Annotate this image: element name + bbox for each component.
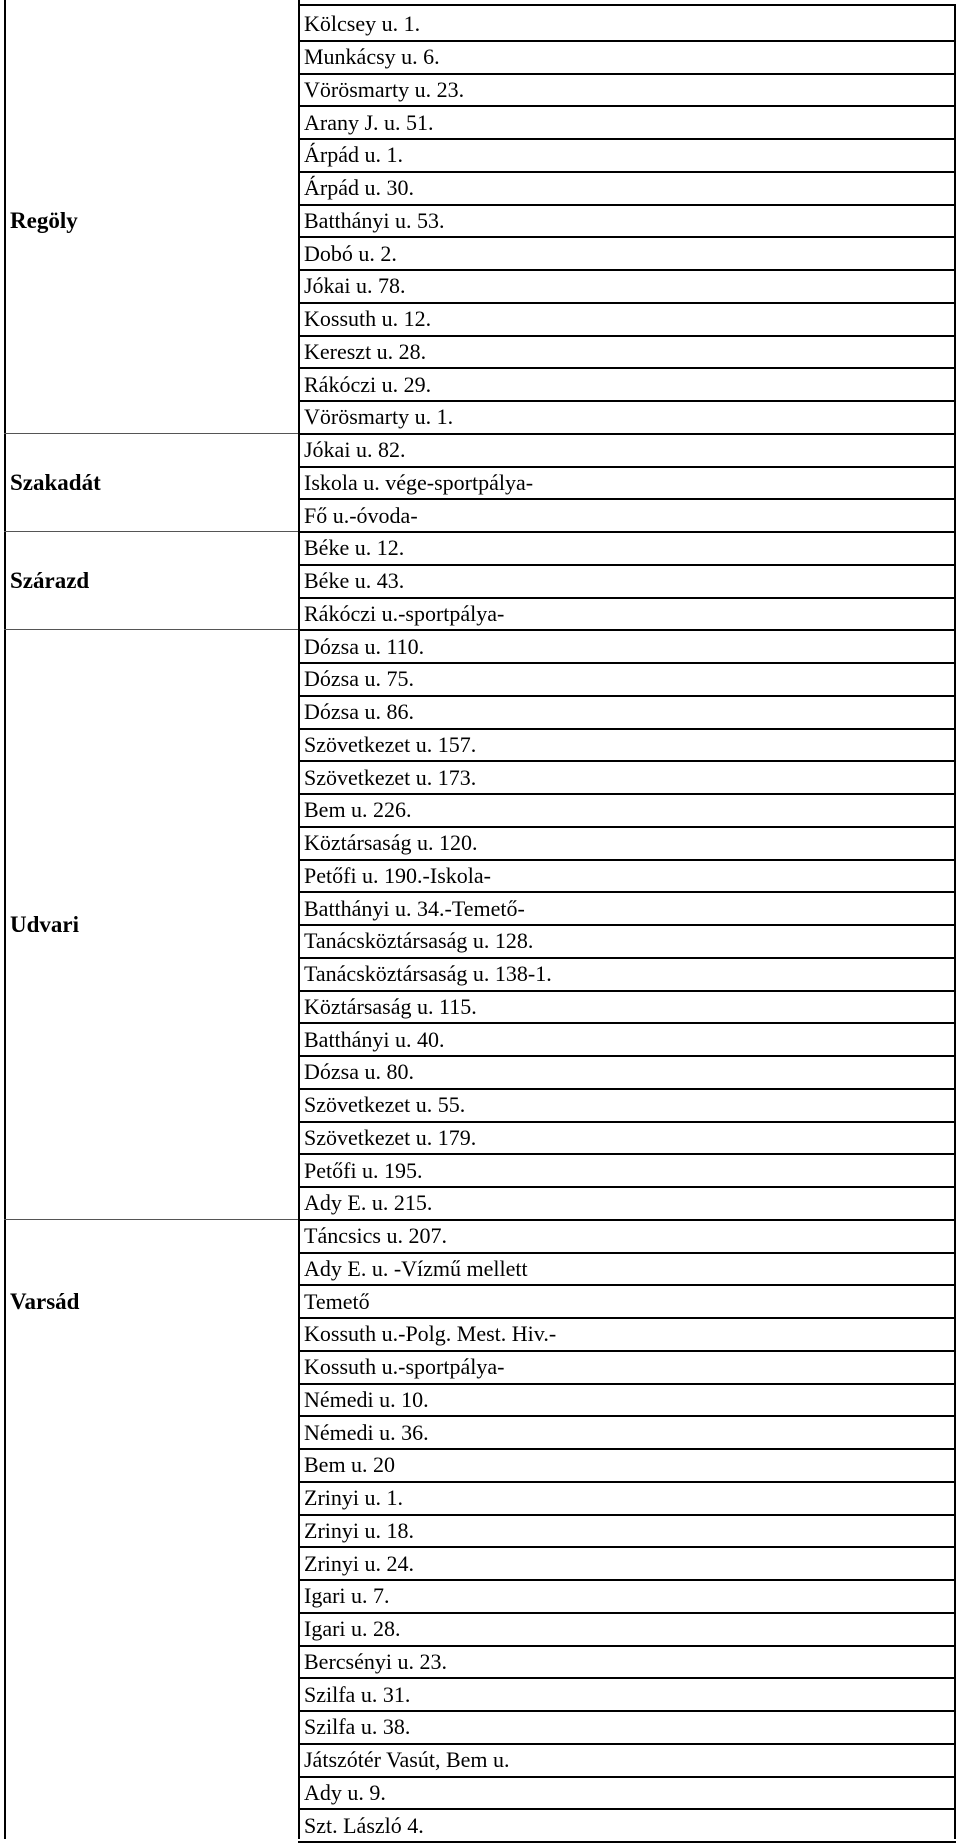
address-cell: Ady E. u. -Vízmű mellett — [304, 1255, 528, 1281]
address-cell: Szövetkezet u. 55. — [304, 1092, 466, 1118]
address-cell: Táncsics u. 207. — [304, 1223, 447, 1249]
address-cell: Kereszt u. 28. — [304, 338, 427, 364]
address-cell: Szövetkezet u. 157. — [304, 731, 477, 757]
row-divider — [298, 1514, 956, 1516]
address-cell: Zrinyi u. 24. — [304, 1550, 414, 1576]
address-cell: Köztársaság u. 120. — [304, 830, 478, 856]
group-divider — [4, 629, 298, 630]
address-cell: Zrinyi u. 18. — [304, 1517, 414, 1543]
address-cell: Árpád u. 1. — [304, 142, 403, 168]
row-divider — [298, 367, 956, 369]
row-divider — [298, 1808, 956, 1810]
address-cell: Zrinyi u. 1. — [304, 1485, 403, 1511]
row-divider — [298, 662, 956, 664]
settlement-name: Regöly — [10, 207, 78, 233]
row-divider — [298, 728, 956, 730]
row-divider — [298, 1252, 956, 1254]
address-cell: Arany J. u. 51. — [304, 109, 434, 135]
address-cell: Kossuth u.-Polg. Mest. Hiv.- — [304, 1321, 557, 1347]
address-cell: Dózsa u. 75. — [304, 666, 414, 692]
settlement-name: Udvari — [10, 912, 79, 937]
address-cell: Szt. László 4. — [304, 1812, 424, 1838]
row-divider — [298, 1350, 956, 1352]
address-cell: Dózsa u. 110. — [304, 633, 425, 659]
address-cell: Batthányi u. 40. — [304, 1026, 445, 1052]
row-divider — [298, 990, 956, 992]
address-cell: Munkácsy u. 6. — [304, 44, 440, 70]
row-divider — [298, 957, 956, 959]
address-cell: Dózsa u. 80. — [304, 1059, 414, 1085]
address-cell: Temető — [304, 1288, 370, 1314]
address-cell: Bem u. 226. — [304, 797, 412, 823]
row-divider — [298, 138, 956, 140]
settlement-name: Szárazd — [10, 568, 90, 594]
row-divider — [298, 891, 956, 893]
row-divider — [298, 1022, 956, 1024]
address-cell: Vörösmarty u. 1. — [304, 404, 454, 430]
row-divider — [298, 400, 956, 402]
row-divider — [298, 564, 956, 566]
address-cell: Kossuth u.-sportpálya- — [304, 1354, 505, 1380]
row-divider — [298, 1677, 956, 1679]
row-divider — [298, 1284, 956, 1286]
address-cell: Béke u. 12. — [304, 535, 405, 561]
row-divider — [298, 105, 956, 107]
row-divider — [298, 1186, 956, 1188]
address-cell: Kölcsey u. 1. — [304, 11, 421, 37]
address-cell: Béke u. 43. — [304, 568, 405, 594]
address-cell: Árpád u. 30. — [304, 175, 414, 201]
row-divider — [298, 433, 956, 435]
row-divider — [298, 40, 956, 42]
address-cell: Jókai u. 78. — [304, 273, 406, 299]
settlement-name: Szakadát — [10, 469, 101, 495]
row-divider — [298, 760, 956, 762]
address-cell: Dobó u. 2. — [304, 240, 397, 266]
address-cell: Bercsényi u. 23. — [304, 1648, 447, 1674]
address-cell: Fő u.-óvoda- — [304, 502, 418, 528]
row-divider — [298, 695, 956, 697]
address-cell: Szövetkezet u. 179. — [304, 1124, 477, 1150]
row-divider — [298, 629, 956, 631]
table-right-border — [954, 4, 956, 1839]
address-cell: Jókai u. 82. — [304, 437, 406, 463]
row-divider — [298, 335, 956, 337]
row-divider — [298, 1710, 956, 1712]
address-cell: Szövetkezet u. 173. — [304, 764, 477, 790]
address-cell: Iskola u. vége-sportpálya- — [304, 469, 534, 495]
address-cell: Némedi u. 36. — [304, 1419, 429, 1445]
address-cell: Játszótér Vasút, Bem u. — [304, 1747, 510, 1773]
row-divider — [298, 1317, 956, 1319]
address-cell: Rákóczi u.-sportpálya- — [304, 600, 505, 626]
group-divider — [4, 1219, 298, 1220]
row-divider — [298, 1645, 956, 1647]
row-divider — [298, 1579, 956, 1581]
row-divider — [298, 1612, 956, 1614]
address-cell: Dózsa u. 86. — [304, 699, 414, 725]
settlement-name: Varsád — [10, 1288, 80, 1314]
row-divider — [298, 1153, 956, 1155]
row-divider — [298, 1481, 956, 1483]
row-divider — [298, 1383, 956, 1385]
row-divider — [298, 302, 956, 304]
address-cell: Igari u. 7. — [304, 1583, 390, 1609]
row-divider — [298, 793, 956, 795]
row-divider — [298, 466, 956, 468]
address-cell: Bem u. 20 — [304, 1452, 396, 1478]
row-divider — [298, 531, 956, 533]
row-divider — [298, 1088, 956, 1090]
row-divider — [298, 236, 956, 238]
address-cell: Köztársaság u. 115. — [304, 993, 477, 1019]
address-cell: Szilfa u. 31. — [304, 1681, 411, 1707]
address-cell: Némedi u. 10. — [304, 1386, 429, 1412]
row-divider — [298, 1121, 956, 1123]
group-divider — [4, 531, 298, 532]
row-divider — [298, 1546, 956, 1548]
row-divider — [298, 171, 956, 173]
row-divider — [298, 1448, 956, 1450]
address-cell: Ady E. u. 215. — [304, 1190, 433, 1216]
row-divider — [298, 1219, 956, 1221]
row-divider — [298, 1743, 956, 1745]
row-divider — [298, 1776, 956, 1778]
address-cell: Rákóczi u. 29. — [304, 371, 432, 397]
row-divider — [298, 498, 956, 500]
address-cell: Kossuth u. 12. — [304, 306, 432, 332]
address-cell: Vörösmarty u. 23. — [304, 76, 465, 102]
address-cell: Ady u. 9. — [304, 1779, 386, 1805]
row-divider — [298, 826, 956, 828]
row-divider — [298, 269, 956, 271]
address-cell: Petőfi u. 190.-Iskola- — [304, 862, 491, 888]
row-divider — [298, 1415, 956, 1417]
group-divider — [4, 433, 298, 434]
table-left-border — [4, 0, 6, 1839]
address-cell: Tanácsköztársaság u. 138-1. — [304, 961, 552, 987]
address-cell: Igari u. 28. — [304, 1616, 401, 1642]
row-divider — [298, 204, 956, 206]
row-divider — [298, 597, 956, 599]
address-column-top-border — [298, 4, 956, 6]
column-separator — [298, 0, 300, 1839]
address-cell: Batthányi u. 53. — [304, 207, 445, 233]
row-divider — [298, 924, 956, 926]
row-divider — [298, 859, 956, 861]
row-divider — [298, 73, 956, 75]
row-divider — [298, 1055, 956, 1057]
address-cell: Batthányi u. 34.-Temető- — [304, 895, 525, 921]
address-cell: Tanácsköztársaság u. 128. — [304, 928, 534, 954]
address-cell: Petőfi u. 195. — [304, 1157, 423, 1183]
address-cell: Szilfa u. 38. — [304, 1714, 411, 1740]
